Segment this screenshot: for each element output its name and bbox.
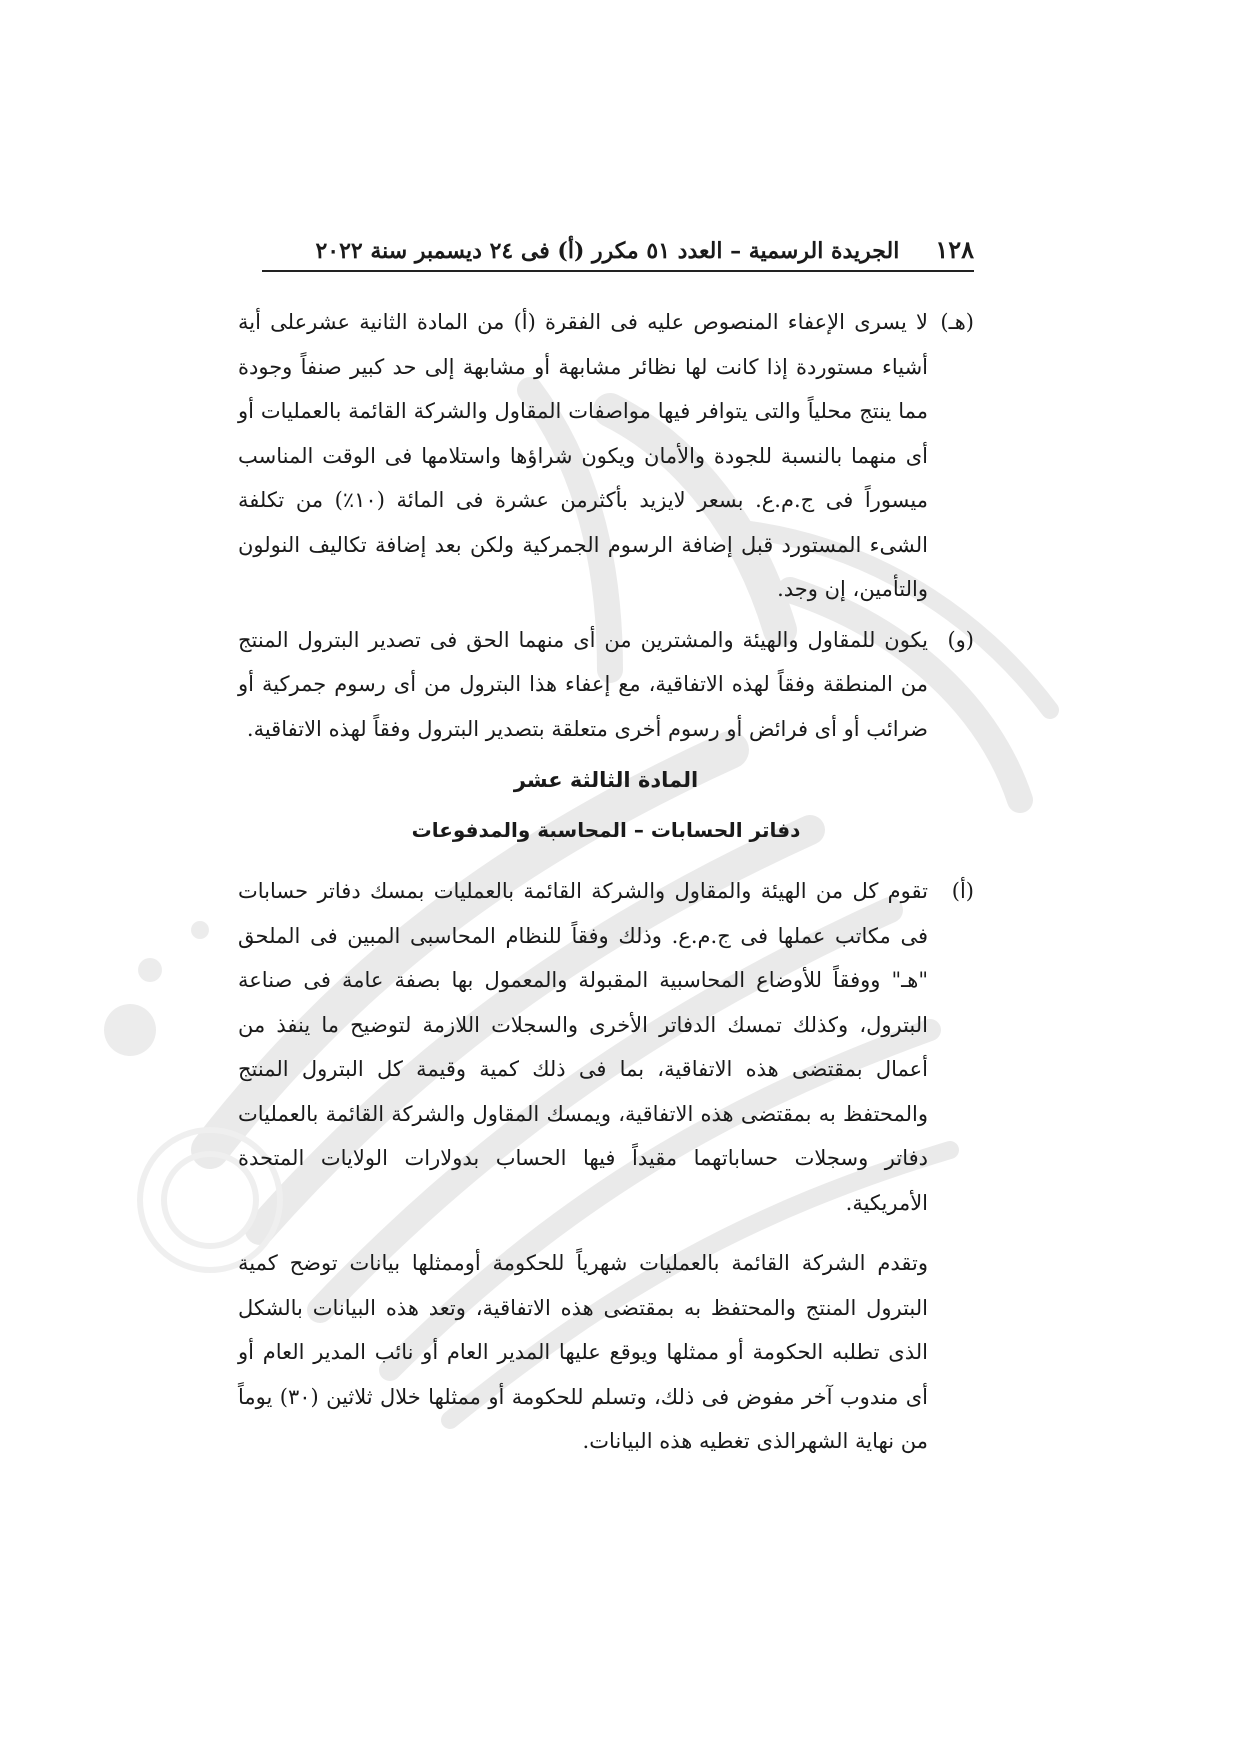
clause-text: يكون للمقاول والهيئة والمشترين من أى منهما الحق فى تصدير البترول المنتج من المنطقة وفقاً لهذه الاتفاقية، مع إعفاء هذا البترول من أى رسوم جمركية أو ضرائب أو أى فرائض أو رسوم أخرى متعلقة بتصدير البترول وفقاً لهذه الاتفاقية.: [238, 627, 928, 741]
page-number: ١٢٨: [935, 235, 974, 264]
clause-w: [238, 618, 974, 752]
article-title: المادة الثالثة عشر: [513, 768, 699, 792]
clause-marker: (أ): [951, 879, 974, 903]
clause-e: [238, 300, 974, 612]
clause-marker: (و): [947, 627, 974, 652]
document-body: [238, 300, 974, 1464]
article-subtitle: دفاتر الحسابات – المحاسبة والمدفوعات: [411, 818, 801, 842]
continuation-paragraph: وتقدم الشركة القائمة بالعمليات شهرياً للحكومة أوممثلها بيانات توضح كمية البترول المنتج والمحتفظ به بمقتضى هذه الاتفاقية، وتعد هذه البيانات بالشكل الذى تطلبه الحكومة أو ممثلها ويوقع عليها المدير العام أو نائب المدير العام أو أى مندوب آخر مفوض فى ذلك، وتسلم للحكومة أو ممثلها خلال ثلاثين (٣٠) يوماً من نهاية الشهرالذى تغطيه هذه البيانات.: [238, 1251, 928, 1453]
page-header: [262, 228, 974, 272]
clause-a: [238, 869, 974, 1225]
clause-text: لا يسرى الإعفاء المنصوص عليه فى الفقرة (أ) من المادة الثانية عشرعلى أية أشياء مستوردة إذا كانت لها نظائر مشابهة أو مشابهة إلى حد كبير صنفاً وجودة مما ينتج محلياً والتى يتوافر فيها مواصفات المقاول والشركة القائمة بالعمليات أو أى منهما بالنسبة للجودة والأمان ويكون شراؤها واستلامها فى الوقت المناسب ميسوراً فى ج.م.ع. بسعر لايزيد بأكثرمن عشرة فى المائة (١٠٪) من تكلفة الشىء المستورد قبل إضافة الرسوم الجمركية ولكن بعد إضافة تكاليف النولون والتأمين، إن وجد.: [238, 310, 929, 601]
header-title: الجريدة الرسمية – العدد ٥١ مكرر (أ) فى ٢٤ ديسمبر سنة ٢٠٢٢: [315, 238, 900, 264]
clause-marker: (هـ): [940, 310, 974, 334]
clause-text: تقوم كل من الهيئة والمقاول والشركة القائمة بالعمليات بمسك دفاتر حسابات فى مكاتب عملها فى ج.م.ع. وذلك وفقاً للنظام المحاسبى المبين فى الملحق "هـ" ووفقاً للأوضاع المحاسبية المقبولة والمعمول بها بصفة عامة فى صناعة البترول، وكذلك تمسك الدفاتر الأخرى والسجلات اللازمة لتوضيح ما ينفذ من أعمال بمقتضى هذه الاتفاقية، بما فى ذلك كمية وقيمة كل البترول المنتج والمحتفظ به بمقتضى هذه الاتفاقية، ويمسك المقاول والشركة القائمة بالعمليات دفاتر وسجلات حساباتهما مقيداً فيها الحساب بدولارات الولايات المتحدة الأمريكية.: [238, 879, 928, 1215]
